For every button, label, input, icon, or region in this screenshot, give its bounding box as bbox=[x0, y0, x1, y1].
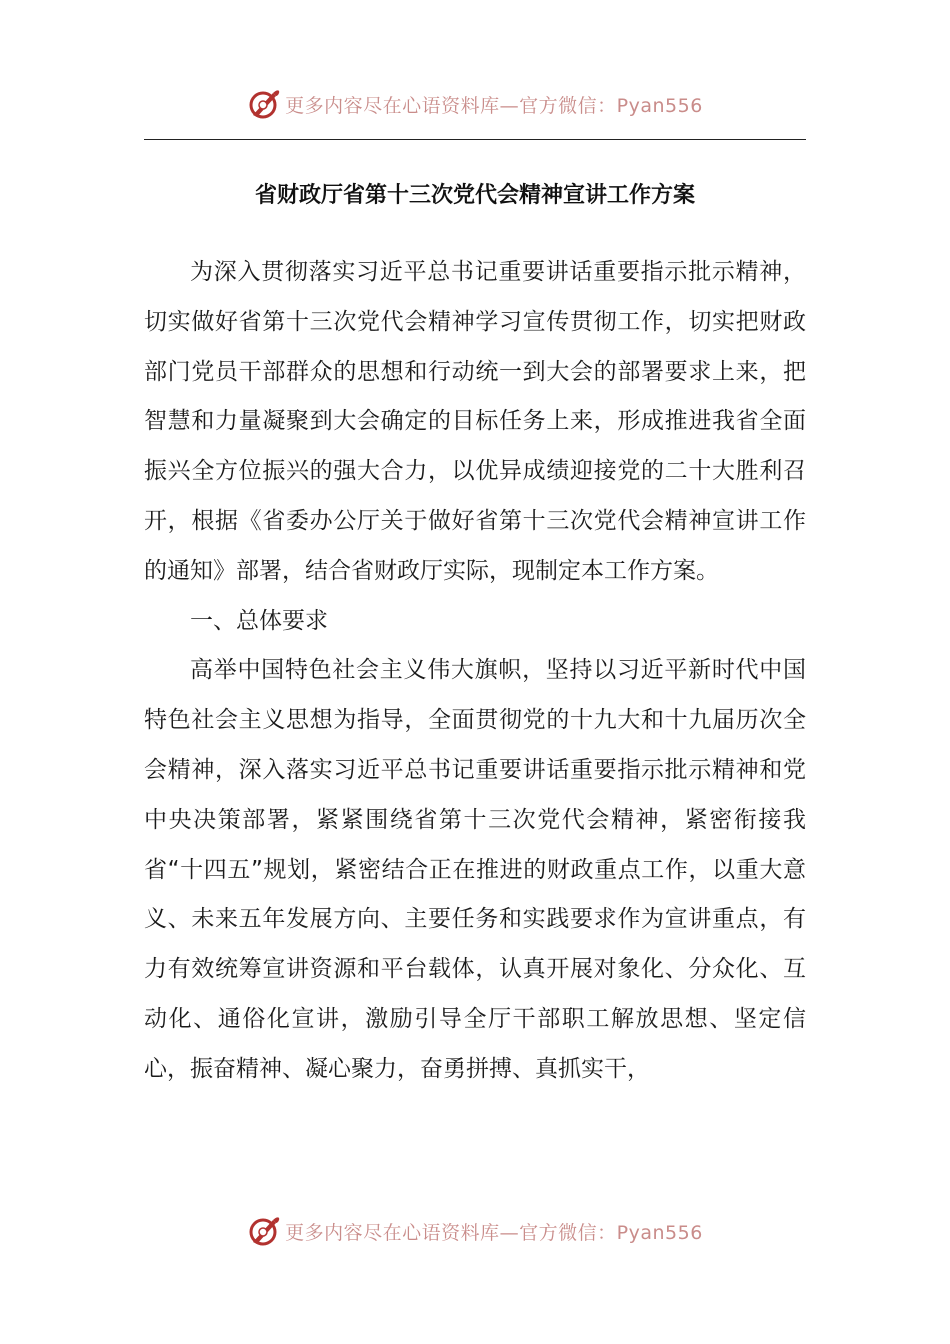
document-body bbox=[144, 248, 806, 1095]
wechat-id: Pyan556 bbox=[616, 1221, 703, 1244]
banner-label bbox=[285, 1218, 703, 1245]
header-divider bbox=[144, 139, 806, 140]
banner-promo-text: 更多内容尽在心语资料库—官方微信： bbox=[285, 94, 617, 117]
section-heading: 一、总体要求 bbox=[190, 607, 328, 634]
section-paragraph: 高举中国特色社会主义伟大旗帜，坚持以习近平新时代中国特色社会主义思想为指导，全面贯彻党的十九大和十九届历次全会精神，深入落实习近平总书记重要讲话重要指示批示精神和党中央决策部署，紧紧围绕省第十三次党代会精神，紧密衔接我省“十四五”规划，紧密结合正在推进的财政重点工作，以重大意义、未来五年发展方向、主要任务和实践要求作为宣讲重点，有力有效统筹宣讲资源和平台载体，认真开展对象化、分众化、互动化、通俗化宣讲，激励引导全厅干部职工解放思想、坚定信心，振奋精神、凝心聚力，奋勇拼搏、真抓实干， bbox=[144, 657, 806, 1082]
quill-logo-icon bbox=[247, 87, 281, 121]
footer-banner bbox=[0, 1209, 950, 1253]
wechat-id: Pyan556 bbox=[616, 94, 703, 117]
document-title: 省财政厅省第十三次党代会精神宣讲工作方案 bbox=[254, 183, 695, 208]
header-banner bbox=[0, 82, 950, 126]
banner-label bbox=[285, 91, 703, 118]
banner-promo-text: 更多内容尽在心语资料库—官方微信： bbox=[285, 1221, 617, 1244]
quill-logo-icon bbox=[247, 1214, 281, 1248]
intro-paragraph: 为深入贯彻落实习近平总书记重要讲话重要指示批示精神，切实做好省第十三次党代会精神学习宣传贯彻工作，切实把财政部门党员干部群众的思想和行动统一到大会的部署要求上来，把智慧和力量凝聚到大会确定的目标任务上来，形成推进我省全面振兴全方位振兴的强大合力，以优异成绩迎接党的二十大胜利召开，根据《省委办公厅关于做好省第十三次党代会精神宣讲工作的通知》部署，结合省财政厅实际，现制定本工作方案。 bbox=[144, 259, 806, 584]
